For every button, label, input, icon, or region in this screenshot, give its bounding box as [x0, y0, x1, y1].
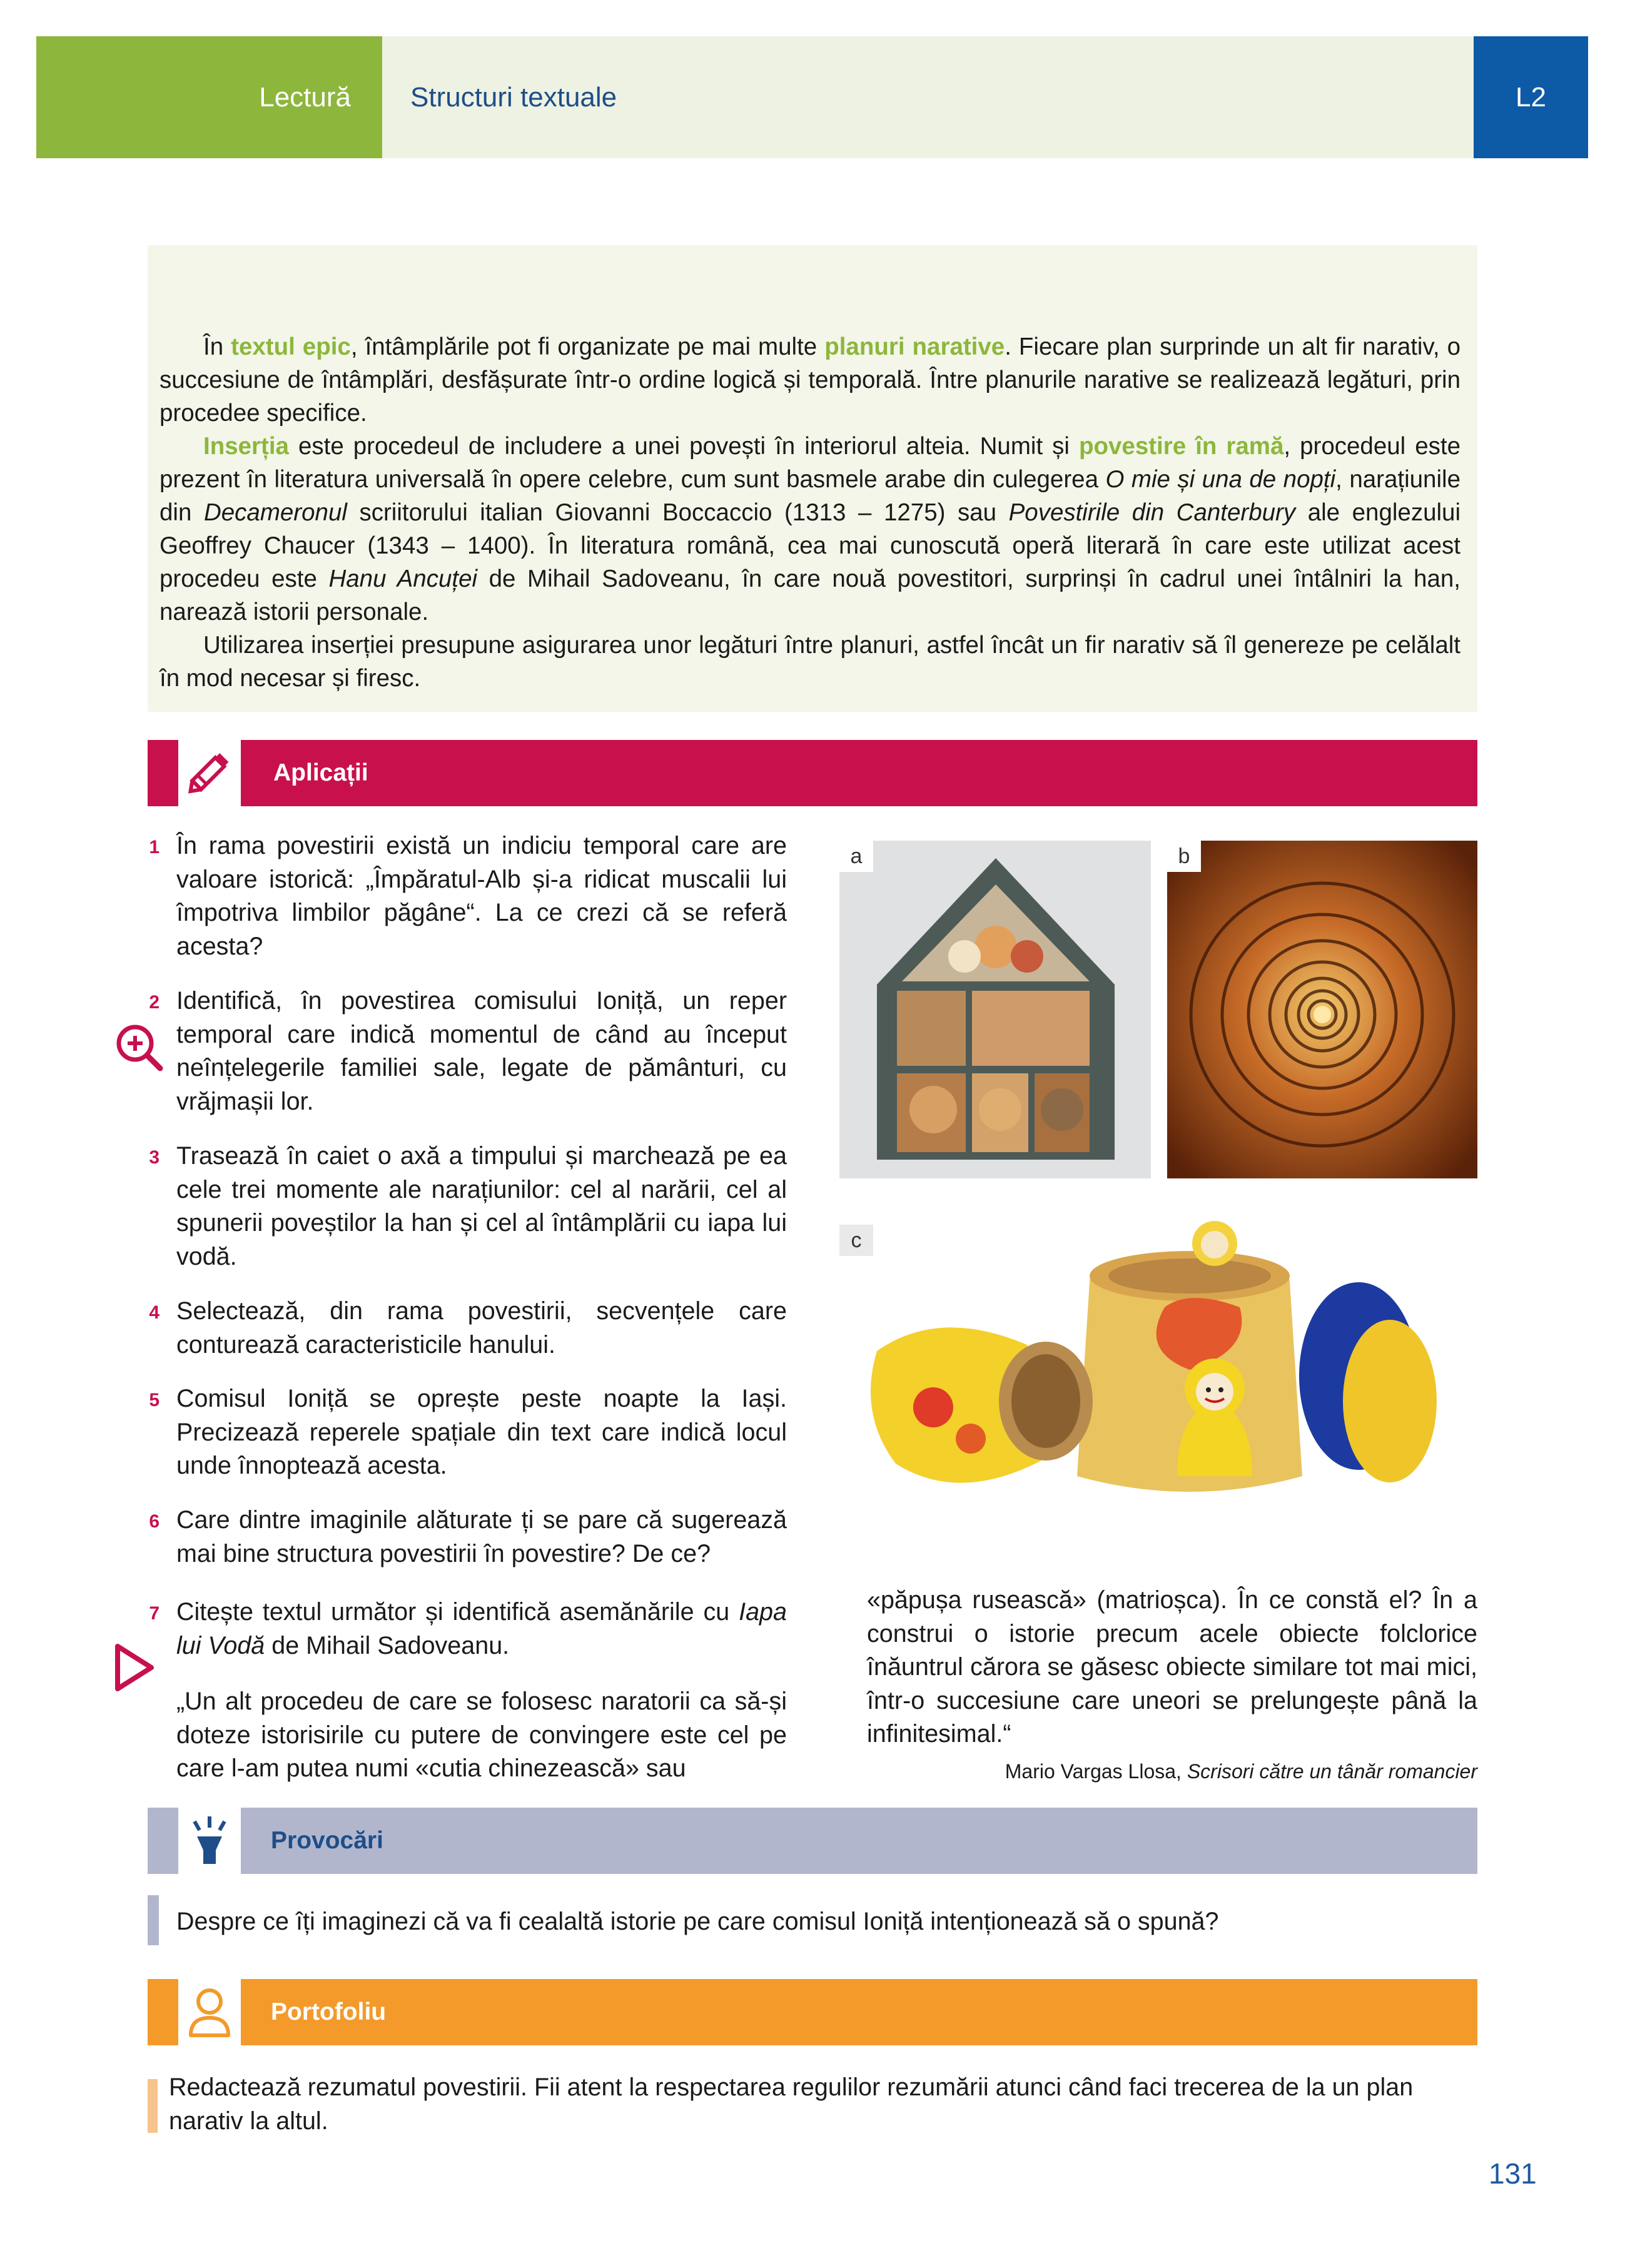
question-4-text: Selectează, din rama povestirii, secvențele care conturează caracteristicile hanului. [176, 1297, 787, 1359]
question-6-text: Care dintre imaginile alăturate ți se pare că sugerează mai bine structura povestirii în povestire? De ce? [176, 1506, 787, 1567]
aplicatii-title: Aplicații [273, 759, 368, 786]
portofoliu-marker [148, 2079, 158, 2133]
header-section-label: Lectură [259, 82, 351, 113]
image-b-spiral-staircase [1167, 841, 1477, 1178]
question-7-number: 7 [149, 1603, 159, 1624]
play-icon [113, 1641, 156, 1697]
flashlight-icon [178, 1808, 241, 1874]
person-icon [178, 1979, 241, 2045]
question-5-number: 5 [149, 1390, 159, 1410]
provocari-text: Despre ce îți imaginezi că va fi cealaltă istorie pe care comisul Ioniță intenționează să o spună? [176, 1908, 1219, 1935]
page-number: 131 [1489, 2157, 1537, 2190]
portofoliu-title: Portofoliu [271, 1998, 387, 2025]
quote-attribution: Mario Vargas Llosa, Scrisori către un tânăr romancier [1005, 1760, 1477, 1783]
pencil-icon [178, 740, 241, 806]
repere-paragraph-1: În textul epic, întâmplările pot fi organizate pe mai multe planuri narative. Fiecare plan surprinde un alt fir narativ, o succesiune de întâmplări, desfășurate într-o ordine logică și temporală. Între planurile narative se realizează legături, prin procedee specifice. [159, 333, 1460, 427]
header-title: Structuri textuale [410, 82, 617, 113]
question-7-text: Citește textul următor și identifică asemănările cu Iapa lui Vodă de Mihail Sadoveanu. [176, 1598, 787, 1659]
repere-paragraph-3: Utilizarea inserției presupune asigurarea unor legături între planuri, astfel încât un fir narativ să îl genereze pe celălalt în mod necesar și firesc. [159, 632, 1460, 692]
question-3-number: 3 [149, 1147, 159, 1168]
question-3-text: Trasează în caiet o axă a timpului și marchează pe ea cele trei momente ale narațiunilor: cel al narării, cel al spunerii poveștilor la han și cel al întâmplării cu iapa lui vodă. [176, 1142, 787, 1270]
image-a-house-shelf [839, 841, 1151, 1178]
image-c-label: c [839, 1225, 873, 1256]
provocari-icon-box [178, 1808, 241, 1874]
portofoliu-text: Redactează rezumatul povestirii. Fii atent la respectarea regulilor rezumării atunci când faci trecerea de la un plan narativ la altul. [169, 2073, 1414, 2135]
provocari-marker [148, 1895, 159, 1945]
image-c-matryoshka [839, 1213, 1477, 1545]
portofoliu-icon-box [178, 1979, 241, 2045]
provocari-title: Provocări [271, 1827, 383, 1854]
image-a-label: a [839, 841, 873, 872]
question-6-number: 6 [149, 1511, 159, 1532]
repere-text [159, 330, 1460, 695]
quote-right-column: «păpușa rusească» (matrioșca). În ce constă el? În a construi o istorie precum acele obiecte folclorice înăuntrul cărora se găsesc obiecte similare tot mai mici, într-o succesiune care uneori se prelungește până la infinitesimal.“ [867, 1586, 1477, 1748]
question-4-number: 4 [149, 1302, 159, 1323]
quote-left-column: „Un alt procedeu de care se folosesc naratorii ca să-și doteze istorisirile cu putere de convingere este cel pe care l-am putea numi «cutia chinezească» sau [176, 1688, 787, 1782]
lesson-code: L2 [1516, 82, 1546, 113]
question-5-text: Comisul Ioniță se oprește peste noapte la Iași. Precizează reperele spațiale din text care indică locul unde înnoptează acesta. [176, 1385, 787, 1479]
repere-paragraph-2: Inserția este procedeul de includere a unei povești în interiorul alteia. Numit și povestire în ramă, procedeul este prezent în literatura universală în opere celebre, cum sunt basmele arabe din culegerea O mie și una de nopți, narațiunile din Decameronul scriitorului italian Giovanni Boccaccio (1313 – 1275) sau Povestirile din Canterbury ale englezului Geoffrey Chaucer (1343 – 1400). În literatura română, cea mai cunoscută operă literară în care este utilizat acest procedeu este Hanu Ancuței de Mihail Sadoveanu, în care nouă povestitori, surprinși în cadrul unei întâlniri la han, narează istorii personale. [159, 433, 1461, 625]
question-1-number: 1 [149, 837, 159, 858]
zoom-in-icon [113, 1021, 165, 1076]
question-2-number: 2 [149, 992, 159, 1013]
image-b-label: b [1167, 841, 1201, 872]
question-1-text: În rama povestirii există un indiciu temporal care are valoare istorică: „Împăratul-Alb și-a ridicat muscalii lui împotriva limbilor păgâne“. La ce crezi că se referă acesta? [176, 832, 787, 960]
question-2-text: Identifică, în povestirea comisului Ioniță, un reper temporal care indică momentul de când au început neînțelegerile familiei sale, legate de pământuri, cu vrăjmașii lor. [176, 987, 787, 1115]
aplicatii-icon-box [178, 740, 241, 806]
